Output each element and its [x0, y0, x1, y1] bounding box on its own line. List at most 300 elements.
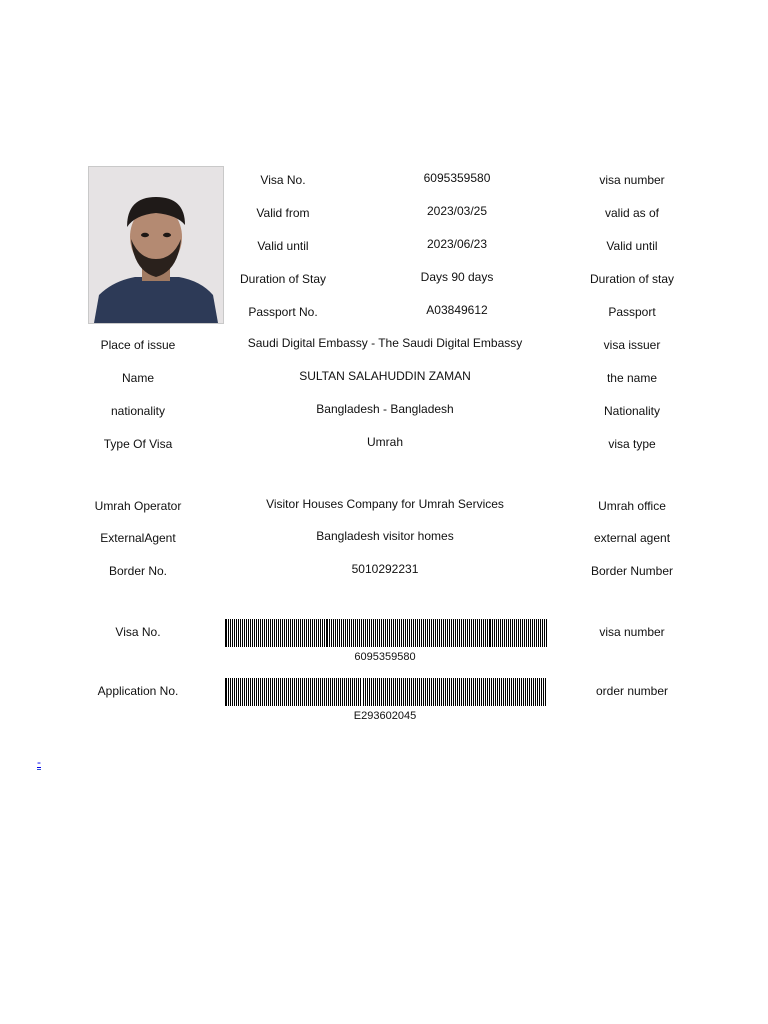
barcode-bar	[248, 619, 249, 647]
barcode-bar	[546, 619, 547, 647]
barcode-bar	[536, 619, 537, 647]
field-label-translation: Border Number	[590, 564, 674, 578]
barcode-bar	[540, 619, 541, 647]
barcode-bar	[399, 619, 400, 647]
barcode-bar	[523, 678, 524, 706]
barcode-bar	[288, 619, 289, 647]
field-label-translation: visa number	[599, 173, 665, 187]
barcode-bar	[496, 619, 497, 647]
barcode-bar	[441, 619, 442, 647]
field-label: ExternalAgent	[100, 531, 176, 545]
barcode-bar	[502, 619, 503, 647]
barcode-image	[225, 678, 547, 706]
barcode-bar	[304, 619, 305, 647]
field-value: A03849612	[426, 303, 488, 317]
barcode-bar	[508, 619, 509, 647]
barcode-bar	[240, 678, 241, 706]
barcode-bar	[357, 619, 358, 647]
barcode-bar	[489, 678, 490, 706]
barcode-bar	[300, 619, 301, 647]
barcode-bar	[268, 678, 269, 706]
barcode-bar	[481, 678, 482, 706]
barcode-bar	[393, 678, 394, 706]
barcode-bar	[527, 678, 528, 706]
barcode-bar	[353, 619, 354, 647]
barcode-bar	[308, 619, 309, 647]
barcode-bar	[421, 678, 422, 706]
barcode-bar	[533, 678, 534, 706]
barcode-bar	[471, 678, 472, 706]
barcode-bar	[543, 678, 544, 706]
barcode-bar	[286, 619, 287, 647]
barcode-bar	[445, 619, 446, 647]
barcode-bar	[254, 678, 255, 706]
barcode-bar	[306, 619, 307, 647]
barcode-bar	[487, 619, 488, 647]
barcode-bar	[397, 678, 398, 706]
field-label-translation: Duration of stay	[589, 272, 675, 286]
barcode-bar	[532, 619, 533, 647]
barcode-bar	[272, 678, 273, 706]
barcode-bar	[433, 619, 434, 647]
field-value: Bangladesh visitor homes	[316, 529, 454, 543]
barcode-bar	[344, 678, 345, 706]
barcode-bar	[314, 678, 315, 706]
barcode-bar	[477, 678, 478, 706]
barcode-bar	[445, 678, 446, 706]
barcode-bar	[453, 678, 454, 706]
barcode-bar	[415, 619, 416, 647]
barcode-bar	[292, 678, 293, 706]
barcode-bar	[510, 619, 511, 647]
barcode-bar	[389, 619, 390, 647]
barcode-bar	[395, 619, 396, 647]
barcode-bar	[437, 619, 438, 647]
barcode-bar	[272, 619, 273, 647]
barcode-bar	[467, 619, 468, 647]
barcode-bar	[447, 619, 448, 647]
barcode-bar	[483, 678, 484, 706]
barcode-bar	[509, 678, 510, 706]
barcode-bar	[475, 619, 476, 647]
barcode-bar	[282, 619, 283, 647]
field-label: nationality	[110, 404, 166, 418]
barcode-bar	[535, 678, 536, 706]
barcode-bar	[375, 678, 376, 706]
barcode-bar	[248, 678, 249, 706]
barcode-bar	[493, 678, 494, 706]
barcode-bar	[435, 678, 436, 706]
barcode-bar	[387, 619, 388, 647]
barcode-bar	[363, 619, 364, 647]
barcode-bar	[320, 619, 321, 647]
barcode-bar	[286, 678, 287, 706]
field-label: Valid until	[257, 239, 309, 253]
barcode-bar	[411, 619, 412, 647]
barcode-bar	[367, 678, 368, 706]
barcode-bar	[280, 678, 281, 706]
barcode-label-translation: visa number	[599, 625, 665, 639]
barcode-bar	[345, 619, 346, 647]
barcode-bar	[441, 678, 442, 706]
barcode-bar	[266, 678, 267, 706]
barcode-bar	[530, 619, 531, 647]
field-label-translation: Umrah office	[598, 499, 666, 513]
barcode-bar	[451, 678, 452, 706]
barcode-bar	[334, 678, 335, 706]
barcode-bar	[252, 678, 253, 706]
barcode-bar	[274, 678, 275, 706]
barcode-bar	[439, 619, 440, 647]
barcode-bar	[270, 619, 271, 647]
barcode-image	[225, 619, 547, 647]
field-label: Type Of Visa	[103, 437, 173, 451]
barcode-bar	[512, 619, 513, 647]
barcode-bar	[335, 619, 336, 647]
barcode-bar	[250, 678, 251, 706]
barcode-bar	[407, 619, 408, 647]
barcode-bar	[290, 678, 291, 706]
barcode-bar	[506, 619, 507, 647]
barcode-bar	[331, 619, 332, 647]
barcode-bar	[270, 678, 271, 706]
barcode-bar	[246, 619, 247, 647]
barcode-bar	[238, 678, 239, 706]
barcode-bar	[539, 678, 540, 706]
barcode-bar	[405, 678, 406, 706]
barcode-bar	[403, 619, 404, 647]
barcode-bar	[316, 678, 317, 706]
barcode-bar	[332, 678, 333, 706]
barcode-bar	[225, 678, 227, 706]
barcode-bar	[453, 619, 454, 647]
barcode-bar	[238, 619, 239, 647]
barcode-bar	[375, 619, 376, 647]
barcode-bar	[244, 619, 245, 647]
barcode-bar	[385, 678, 386, 706]
barcode-bar	[483, 619, 484, 647]
barcode-bar	[300, 678, 301, 706]
barcode-bar	[318, 619, 319, 647]
barcode-bar	[282, 678, 283, 706]
barcode-bar	[534, 619, 535, 647]
barcode-bar	[365, 619, 366, 647]
barcode-bar	[463, 619, 464, 647]
barcode-bar	[401, 619, 402, 647]
barcode-bar	[298, 619, 299, 647]
barcode-bar	[312, 678, 313, 706]
barcode-bar	[431, 619, 432, 647]
barcode-bar	[264, 678, 265, 706]
barcode-bar	[385, 619, 386, 647]
barcode-bar	[339, 619, 340, 647]
barcode-bar	[413, 619, 414, 647]
barcode-bar	[503, 678, 504, 706]
barcode-bar	[296, 619, 297, 647]
barcode-bar	[329, 619, 330, 647]
field-label-translation: external agent	[593, 531, 671, 545]
barcode-bar	[244, 678, 245, 706]
barcode-bar	[489, 619, 491, 647]
barcode-bar	[308, 678, 309, 706]
field-label-translation: visa issuer	[603, 338, 661, 352]
footer-link[interactable]: -	[37, 755, 41, 769]
barcode-bar	[252, 619, 253, 647]
barcode-bar	[461, 619, 462, 647]
barcode-bar	[342, 678, 343, 706]
barcode-bar	[395, 678, 396, 706]
barcode-bar	[399, 678, 400, 706]
barcode-bar	[421, 619, 422, 647]
field-label: Place of issue	[100, 338, 176, 352]
barcode-bar	[449, 619, 450, 647]
barcode-bar	[284, 619, 285, 647]
barcode-number: 6095359580	[354, 651, 416, 663]
barcode-bar	[485, 678, 486, 706]
barcode-bar	[367, 619, 368, 647]
barcode-bar	[479, 619, 480, 647]
barcode-bar	[365, 678, 366, 706]
barcode-bar	[494, 619, 495, 647]
barcode-bar	[537, 678, 538, 706]
barcode-bar	[350, 678, 351, 706]
barcode-bar	[312, 619, 313, 647]
barcode-bar	[337, 619, 338, 647]
barcode-bar	[228, 678, 229, 706]
barcode-bar	[377, 678, 378, 706]
barcode-bar	[264, 619, 265, 647]
field-label-translation: valid as of	[604, 206, 660, 220]
barcode-bar	[347, 619, 348, 647]
barcode-label-translation: order number	[595, 684, 669, 698]
barcode-bar	[326, 678, 327, 706]
barcode-bar	[379, 619, 380, 647]
barcode-bar	[254, 619, 255, 647]
applicant-photo	[88, 166, 224, 324]
barcode-bar	[407, 678, 408, 706]
field-label-translation: Passport	[608, 305, 656, 319]
barcode-bar	[258, 619, 259, 647]
barcode-bar	[371, 678, 372, 706]
field-label-translation: visa type	[608, 437, 656, 451]
barcode-bar	[246, 678, 247, 706]
barcode-bar	[495, 678, 496, 706]
barcode-bar	[276, 678, 277, 706]
barcode-bar	[292, 619, 293, 647]
barcode-bar	[429, 678, 430, 706]
barcode-bar	[294, 619, 295, 647]
barcode-bar	[459, 678, 460, 706]
barcode-bar	[338, 678, 339, 706]
field-value: Visitor Houses Company for Umrah Services	[266, 497, 504, 511]
barcode-bar	[433, 678, 434, 706]
barcode-bar	[415, 678, 416, 706]
barcode-bar	[419, 619, 420, 647]
barcode-label: Visa No.	[115, 625, 161, 639]
barcode-bar	[373, 678, 374, 706]
barcode-bar	[383, 619, 384, 647]
barcode-bar	[511, 678, 512, 706]
field-value: Bangladesh - Bangladesh	[316, 402, 454, 416]
barcode-bar	[236, 678, 237, 706]
barcode-bar	[276, 619, 277, 647]
barcode-bar	[256, 678, 257, 706]
barcode-bar	[336, 678, 337, 706]
field-label: Name	[121, 371, 155, 385]
barcode-bar	[419, 678, 420, 706]
barcode-bar	[447, 678, 448, 706]
barcode-bar	[333, 619, 334, 647]
field-label: Border No.	[108, 564, 168, 578]
barcode-bar	[260, 619, 261, 647]
barcode-bar	[501, 678, 502, 706]
barcode-bar	[507, 678, 508, 706]
barcode-bar	[459, 619, 460, 647]
barcode-bar	[492, 619, 493, 647]
barcode-bar	[393, 619, 394, 647]
barcode-bar	[306, 678, 307, 706]
barcode-bar	[515, 678, 516, 706]
barcode-bar	[298, 678, 299, 706]
field-label: Umrah Operator	[94, 499, 182, 513]
barcode-bar	[463, 678, 464, 706]
barcode-bar	[381, 678, 382, 706]
barcode-bar	[381, 619, 382, 647]
barcode-bar	[330, 678, 331, 706]
barcode-bar	[449, 678, 450, 706]
barcode-bar	[439, 678, 440, 706]
barcode-bar	[294, 678, 295, 706]
barcode-bar	[310, 619, 311, 647]
barcode-bar	[477, 619, 478, 647]
barcode-bar	[230, 619, 231, 647]
barcode-bar	[371, 619, 372, 647]
barcode-bar	[485, 619, 486, 647]
barcode-bar	[266, 619, 267, 647]
barcode-bar	[324, 619, 325, 647]
barcode-bar	[318, 678, 319, 706]
barcode-bar	[435, 619, 436, 647]
barcode-bar	[320, 678, 321, 706]
field-label: Duration of Stay	[239, 272, 327, 286]
barcode-bar	[361, 619, 362, 647]
barcode-bar	[379, 678, 380, 706]
barcode-bar	[242, 678, 243, 706]
barcode-bar	[232, 619, 233, 647]
barcode-bar	[467, 678, 468, 706]
barcode-bar	[288, 678, 289, 706]
barcode-bar	[230, 678, 231, 706]
barcode-bar	[278, 678, 279, 706]
barcode-bar	[516, 619, 517, 647]
barcode-bar	[521, 678, 522, 706]
barcode-bar	[356, 678, 357, 706]
barcode-bar	[500, 619, 501, 647]
barcode-bar	[278, 619, 279, 647]
field-value: 2023/06/23	[426, 237, 488, 251]
barcode-bar	[517, 678, 518, 706]
field-label: Visa No.	[260, 173, 306, 187]
barcode-bar	[451, 619, 452, 647]
barcode-bar	[260, 678, 261, 706]
barcode-bar	[465, 619, 466, 647]
barcode-bar	[519, 678, 520, 706]
barcode-bar	[431, 678, 432, 706]
barcode-bar	[497, 678, 498, 706]
barcode-bar	[389, 678, 390, 706]
barcode-bar	[505, 678, 506, 706]
barcode-bar	[240, 619, 241, 647]
barcode-bar	[498, 619, 499, 647]
barcode-bar	[504, 619, 505, 647]
field-value: 5010292231	[351, 562, 419, 576]
barcode-bar	[369, 678, 370, 706]
barcode-bar	[409, 619, 410, 647]
barcode-bar	[545, 678, 546, 706]
barcode-bar	[461, 678, 462, 706]
barcode-bar	[427, 678, 428, 706]
barcode-bar	[429, 619, 430, 647]
field-value: 6095359580	[423, 171, 491, 185]
barcode-bar	[409, 678, 410, 706]
barcode-bar	[473, 678, 474, 706]
field-label: Passport No.	[248, 305, 318, 319]
barcode-bar	[479, 678, 480, 706]
barcode-bar	[232, 678, 233, 706]
field-value: Umrah	[366, 435, 404, 449]
barcode-bar	[487, 678, 488, 706]
barcode-bar	[258, 678, 259, 706]
barcode-bar	[471, 619, 472, 647]
barcode-bar	[363, 678, 364, 706]
barcode-bar	[443, 619, 444, 647]
field-label-translation: Valid until	[606, 239, 658, 253]
barcode-bar	[473, 619, 474, 647]
barcode-bar	[343, 619, 344, 647]
field-value: 2023/03/25	[426, 204, 488, 218]
field-value: SULTAN SALAHUDDIN ZAMAN	[299, 369, 471, 383]
barcode-bar	[417, 619, 418, 647]
barcode-bar	[541, 678, 542, 706]
barcode-bar	[465, 678, 466, 706]
barcode-bar	[528, 619, 529, 647]
barcode-bar	[499, 678, 500, 706]
barcode-bar	[262, 619, 263, 647]
barcode-bar	[425, 619, 426, 647]
barcode-bar	[522, 619, 523, 647]
barcode-bar	[351, 619, 352, 647]
barcode-bar	[352, 678, 353, 706]
barcode-bar	[234, 619, 235, 647]
barcode-bar	[538, 619, 539, 647]
barcode-bar	[234, 678, 235, 706]
field-label-translation: Nationality	[603, 404, 661, 418]
barcode-bar	[228, 619, 229, 647]
barcode-bar	[360, 678, 361, 706]
barcode-bar	[427, 619, 428, 647]
field-label-translation: the name	[606, 371, 658, 385]
barcode-bar	[314, 619, 315, 647]
barcode-bar	[481, 619, 482, 647]
barcode-bar	[355, 619, 356, 647]
barcode-bar	[290, 619, 291, 647]
barcode-bar	[443, 678, 444, 706]
field-label: Valid from	[256, 206, 310, 220]
barcode-bar	[322, 678, 323, 706]
applicant-portrait-image	[89, 167, 223, 323]
barcode-bar	[542, 619, 543, 647]
barcode-bar	[397, 619, 398, 647]
